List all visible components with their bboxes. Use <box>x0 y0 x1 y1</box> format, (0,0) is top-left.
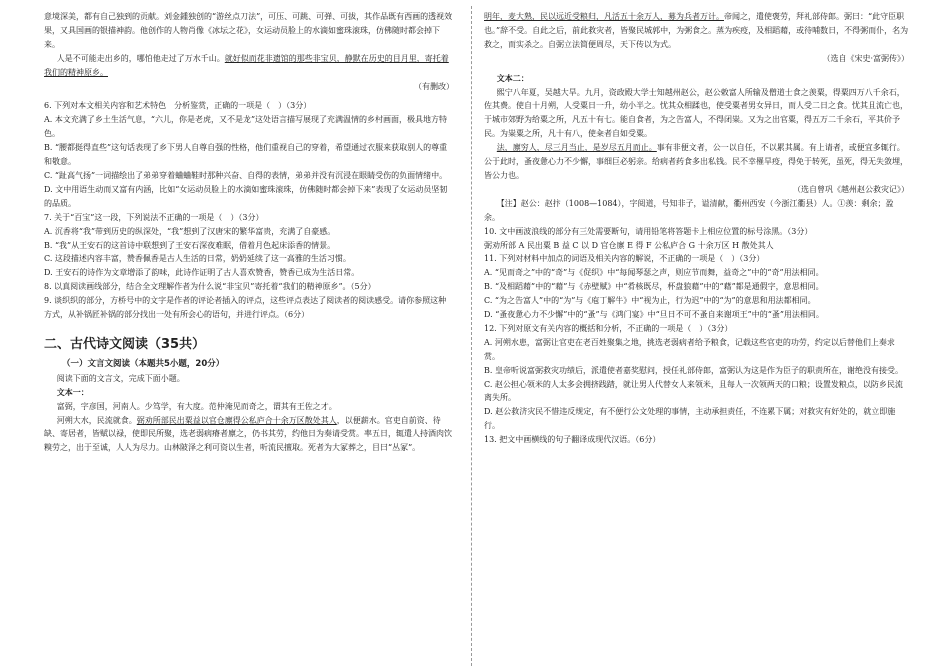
question-7: 7. 关于“百宝”这一段，下列说法不正确的一项是（ ）（3分） <box>44 212 264 222</box>
underlined-sentence-1: 明年，麦大熟，民以远近受粮归，凡活五十余万人，募为兵者万计。 <box>484 12 724 21</box>
text2-source: （选自曾巩《越州赵公救灾记》） <box>793 184 909 194</box>
text1-ending: 帝闻之，遣使褒劳，拜礼部侍郎。弼曰：“此守臣职也。”辞不受。自此之后，前此救灾者，皆聚民城郭中，为粥食之。蒸为疾疫，及相蹈藉，或待哺数日，不得粥而仆，名为救之，而实杀之。自弼立法简便周尽，天下传以为式。 <box>484 12 909 49</box>
q11-option-c: C. “为之告富人”中的“为”与《庖丁解牛》中“视为止，行为迟”中的“为”的意思和用法都相同。 <box>484 296 816 306</box>
q10-options: 弼劝所部 A 民出粟 B 益 C 以 D 官仓廪 E 得 F 公私庐合 G 十余万区 H 散处其人 <box>484 240 774 250</box>
text2-label: 文本二： <box>496 72 529 83</box>
subsection-heading: （一）文言文阅读（本题共5小题，20分） <box>62 358 225 369</box>
essay-closing-text: 人是不可能走出乡的，哪怕他走过了万水千山。 <box>56 53 225 63</box>
left-column <box>44 10 454 455</box>
q7-option-b: B. “我”从王安石的这首诗中联想到了王安石深夜难眠，借着月色起床添香的情景。 <box>44 240 336 250</box>
q12-option-d: D. 赵公救济灾民不惜违反规定，有不便行公文处理的事情，主动承担责任，不连累下属；对救灾有好处的，就立即施行。 <box>484 407 896 431</box>
question-10: 10. 文中画波浪线的部分有三处需要断句，请用铅笔将答题卡上相应位置的标号涂黑。（3分） <box>484 226 813 236</box>
text1-paragraph-1: 富弼，字彦国，河南人。少笃学，有大度。范仲淹见而奇之，谓其有王佐之才。 <box>56 401 337 411</box>
q6-option-a: A. 本文充满了乡土生活气息，“六儿，你是老虎，又不是龙”这处语言描写展现了充满温情的乡村画面，极具地方特色。 <box>44 115 448 139</box>
text1-label: 文本一： <box>56 386 89 397</box>
text2-paragraph-1: 熙宁八年夏，吴越大旱。九月，资政殿大学士知越州赵公，赵公敕富人所输及僧道士食之羡粟，得粟四万八千余石，佐其费。使自十月朔，人受粟日一升，幼小半之。忧其众相蹂也，使受粟者男女异日，而人受二日之食。忧其且流亡也，于城市郊野为给粟之所，凡五十有七。能自食者，为之告富人，不得闭粜。又为之出官粟，得五万二千余石，平其价予民。为粜粟之所，凡十有八，使籴者自如受粟。 <box>484 87 908 139</box>
question-12: 12. 下列对原文有关内容的概括和分析，不正确的一项是（ ）（3分） <box>484 323 733 333</box>
text1-intro: 河朔大水，民流就食。 <box>56 415 137 425</box>
text1-continuation: ，以便薪水。官吏自前资、待缺、寄居者，皆赋以禄，使即民所聚，选老弱病瘠者廪之，仍书其劳，约他日为奏请受赏。率五日，辄遣人持酒肉饮糗劳之，出于至诚，人人为尽力。山林陂泽之利可资以生者，听流民擅取。死者为大冢葬之，目曰“丛冢”。 <box>44 415 452 453</box>
q6-option-d: D. 文中用语生动而又富有内涵，比如“女运动员脸上的水滴如蜜珠滚珠，仿佛随时都会掉下来”表现了女运动员坚韧的品质。 <box>44 184 448 208</box>
question-13: 13. 把文中画横线的句子翻译成现代汉语。（6分） <box>484 435 661 445</box>
q12-option-a: A. 河朔水患，富弼让官吏在老百姓聚集之地，挑选老弱病者给予粮食，记载这些官吏的功劳，约定以后替他们上奏求赏。 <box>484 337 895 361</box>
essay-paragraph: 意境深美，都有自己独到的贡献。刘金鍾独创的“游丝点刀法”，可压、可跳、可弹、可拔，其作品既有西画的透视效果，又具国画的银描神韵。他创作的人物肖像《冰坛之花》，女运动员脸上的水滴如蜜珠滚珠，仿佛随时都会掉下来。 <box>44 12 453 49</box>
text1-paragraph-2 <box>44 414 454 456</box>
question-8: 8. 以真阅读画线部分，结合全文理解作者为什么说“非宝贝”寄托着“我们的精神原乡”。（5分） <box>44 282 376 292</box>
q6-option-c: C. “趾高气扬”一词描绘出了弟弟穿着蛐蛐鞋时那种兴奋、自得的表情，弟弟并没有沉浸在眼睛受伤的负面情绪中。 <box>44 170 448 180</box>
q12-option-c: C. 赵公担心领米的人太多会拥挤践踏，就让男人代替女人来领米，且每人一次领两天的口粮；设置发粮点，以防乡民流离失所。 <box>484 379 903 403</box>
column-divider <box>471 6 472 666</box>
text2-continuation: 事有非便文者，公一以自任，不以累其属。有上请者，或便宜多辄行。公于此时，蚤夜惫心力不少懈，事细巨必躬亲。给病者药食多出私钱。民不幸罹旱疫，得免于转死，虽死，得无失敛埋，皆公力也。 <box>484 143 908 180</box>
question-6: 6. 下列对本文相关内容和艺术特色 分析鉴赏，正确的一项是（ ）（3分） <box>44 101 312 111</box>
q11-option-b: B. “及相蹈藉”中的“藉”与《赤壁赋》中“肴核既尽，杯盘狼藉”中的“藉”都是通假字，意思相同。 <box>484 282 824 292</box>
annotation-note: 【注】赵公：赵抃（1008—1084），字阅道，号知非子，谥清献，衢州西安（今浙江衢县）人。①羡：剩余；盈余。 <box>484 198 894 222</box>
section-heading: 二、古代诗文阅读（35共） <box>44 336 206 352</box>
text2-paragraph-2 <box>484 141 909 183</box>
text1-source: （选自《宋史·富弼传》） <box>822 53 909 63</box>
q7-option-a: A. 沉香将“我”带到历史的纵深处，“我”想到了汉唐宋的繁华富贵，充满了自豪感。 <box>44 226 336 236</box>
q11-option-a: A. “见而奇之”中的“奇”与《促织》中“每闻琴瑟之声，则应节而舞，益奇之”中的“奇”用法相同。 <box>484 268 824 278</box>
q6-option-b: B. “腰都挺得直些”这句话表现了乡下男人自尊自强的性格，他们重视自己的穿着，希望通过衣服来获取别人的尊重和敬意。 <box>44 143 448 167</box>
question-9: 9. 谈织织的部分，方桥号中的文字是作者的评论者插入的评点，这些评点表达了阅读者的阅读感受。请你参照这种方式，从补锅匠补锅的部分找出一处有所会心的语句，并进行评点。（6分） <box>44 296 447 320</box>
wavy-underlined-text: 弼劝所部民出粟益以官仓廪得公私庐合十余万区散处其人 <box>136 415 337 425</box>
reading-instruction: 阅读下面的文言文，完成下面小题。 <box>56 373 185 383</box>
q12-option-b: B. 皇帝听说富弼救灾功绩后，派遣使者嘉奖慰问，授任礼部侍郎，富弼认为这是作为臣子的职责所在，谢绝没有接受。 <box>484 365 903 375</box>
text1-paragraph-3 <box>484 10 909 52</box>
essay-source: （有删改） <box>414 81 454 91</box>
question-11: 11. 下列对材料中加点的词语及相关内容的解说，不正确的一项是（ ）（3分） <box>484 254 765 264</box>
essay-closing-paragraph <box>44 52 454 80</box>
right-column <box>484 10 909 447</box>
q7-option-c: C. 这段描述内容丰富，赞香佩香是古人生活的日常，奶奶延续了这一高雅的生活习惯。 <box>44 254 351 264</box>
underlined-sentence-2: 法，廪穷人，尽三月当止，是岁尽五月而止。 <box>496 143 657 153</box>
q11-option-d: D. “蚤夜惫心力不少懈”中的“蚤”与《鸿门宴》中“旦日不可不蚤自来谢项王”中的“蚤”用法相同。 <box>484 310 824 320</box>
q7-option-d: D. 王安石的诗作为文章增添了韵味，此诗作证明了古人喜欢赞香，赞香已成为生活日常。 <box>44 268 360 278</box>
underlined-sentence: 就好似而花非遗馆的那些非宝贝，静默在历史的目月里，寄托着我们的精神原乡。 <box>44 53 449 77</box>
